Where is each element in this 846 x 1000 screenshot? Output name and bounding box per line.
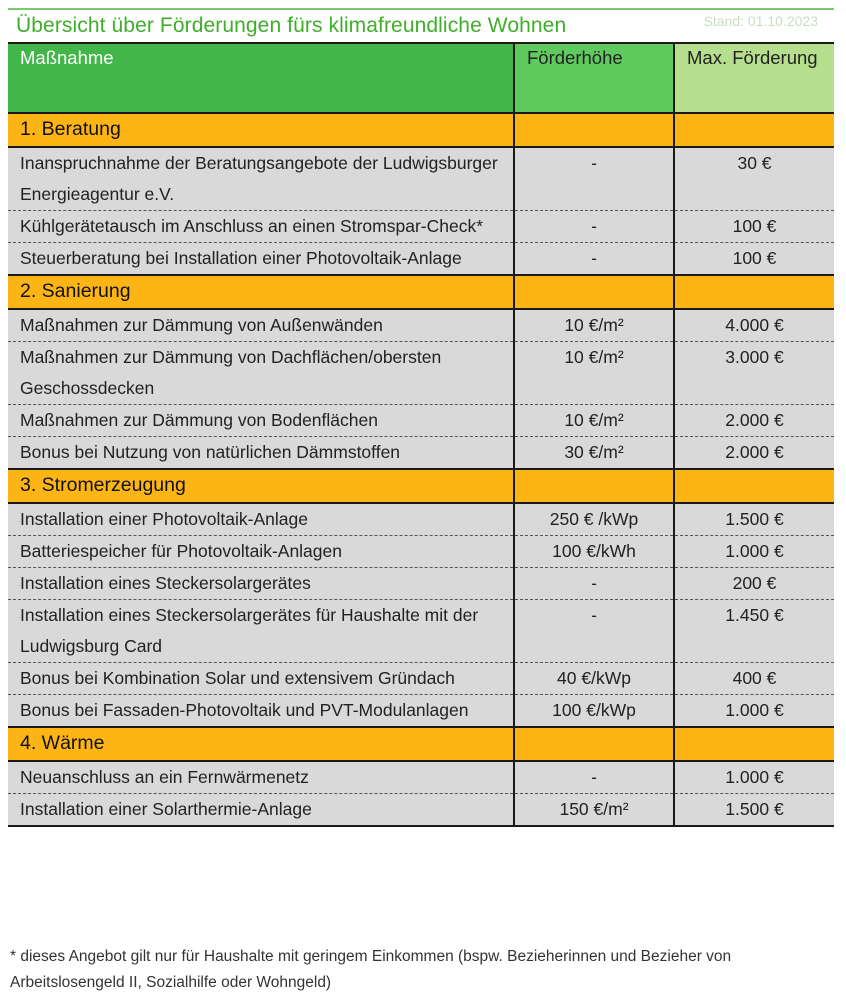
- cell-max-foerderung: 1.500 €: [674, 794, 834, 827]
- table-row: [8, 503, 834, 536]
- table-row: [8, 695, 834, 728]
- section-row: [8, 275, 834, 309]
- cell-foerderhoehe: -: [514, 211, 674, 243]
- cell-massnahme: Installation einer Solarthermie-Anlage: [8, 794, 514, 827]
- cell-massnahme: Kühlgerätetausch im Anschluss an einen Stromspar-Check*: [8, 211, 514, 243]
- table-row: [8, 147, 834, 211]
- cell-max-foerderung: 4.000 €: [674, 309, 834, 342]
- cell-massnahme: Bonus bei Kombination Solar und extensivem Gründach: [8, 663, 514, 695]
- cell-foerderhoehe: 10 €/m²: [514, 309, 674, 342]
- cell-foerderhoehe: 30 €/m²: [514, 437, 674, 470]
- cell-foerderhoehe: -: [514, 600, 674, 663]
- section-spacer: [514, 469, 674, 503]
- cell-max-foerderung: 100 €: [674, 243, 834, 276]
- cell-massnahme: Installation einer Photovoltaik-Anlage: [8, 503, 514, 536]
- cell-foerderhoehe: 40 €/kWp: [514, 663, 674, 695]
- cell-max-foerderung: 3.000 €: [674, 342, 834, 405]
- table-row: [8, 761, 834, 794]
- cell-foerderhoehe: 250 € /kWp: [514, 503, 674, 536]
- stand-date: Stand: 01.10.2023: [703, 13, 818, 29]
- cell-foerderhoehe: 150 €/m²: [514, 794, 674, 827]
- cell-massnahme: Bonus bei Fassaden-Photovoltaik und PVT-Modulanlagen: [8, 695, 514, 728]
- cell-massnahme: Inanspruchnahme der Beratungsangebote der Ludwigsburger Energieagentur e.V.: [8, 147, 514, 211]
- cell-massnahme: Maßnahmen zur Dämmung von Außenwänden: [8, 309, 514, 342]
- top-divider: [8, 8, 834, 10]
- table-row: [8, 568, 834, 600]
- cell-max-foerderung: 1.000 €: [674, 695, 834, 728]
- section-row: [8, 113, 834, 147]
- table-row: [8, 342, 834, 405]
- section-spacer: [514, 727, 674, 761]
- table-row: [8, 536, 834, 568]
- header-massnahme: Maßnahme: [8, 43, 514, 113]
- cell-max-foerderung: 400 €: [674, 663, 834, 695]
- table-row: [8, 243, 834, 276]
- cell-foerderhoehe: -: [514, 147, 674, 211]
- cell-massnahme: Neuanschluss an ein Fernwärmenetz: [8, 761, 514, 794]
- cell-foerderhoehe: 10 €/m²: [514, 342, 674, 405]
- funding-table: [8, 42, 834, 827]
- table-row: [8, 405, 834, 437]
- table-row: [8, 211, 834, 243]
- cell-foerderhoehe: 10 €/m²: [514, 405, 674, 437]
- section-title: 1. Beratung: [8, 113, 514, 147]
- footnote: * dieses Angebot gilt nur für Haushalte mit geringem Einkommen (bspw. Bezieherinnen und Bezieher von Arbeitslosengeld II, Sozialhilfe oder Wohngeld): [10, 948, 732, 991]
- cell-max-foerderung: 100 €: [674, 211, 834, 243]
- section-spacer: [674, 113, 834, 147]
- section-title: 3. Stromerzeugung: [8, 469, 514, 503]
- page-title: Übersicht über Förderungen fürs klimafreundliche Wohnen: [16, 14, 567, 37]
- cell-max-foerderung: 2.000 €: [674, 405, 834, 437]
- table-row: [8, 309, 834, 342]
- table-row: [8, 663, 834, 695]
- header-max-foerderung: Max. Förderung: [674, 43, 834, 113]
- cell-max-foerderung: 1.500 €: [674, 503, 834, 536]
- section-row: [8, 727, 834, 761]
- cell-max-foerderung: 1.000 €: [674, 761, 834, 794]
- cell-massnahme: Maßnahmen zur Dämmung von Bodenflächen: [8, 405, 514, 437]
- cell-massnahme: Installation eines Steckersolargerätes für Haushalte mit der Ludwigsburg Card: [8, 600, 514, 663]
- section-spacer: [674, 469, 834, 503]
- section-spacer: [674, 275, 834, 309]
- header-foerderhoehe: Förderhöhe: [514, 43, 674, 113]
- cell-max-foerderung: 1.450 €: [674, 600, 834, 663]
- cell-max-foerderung: 1.000 €: [674, 536, 834, 568]
- section-spacer: [674, 727, 834, 761]
- cell-massnahme: Installation eines Steckersolargerätes: [8, 568, 514, 600]
- cell-foerderhoehe: 100 €/kWp: [514, 695, 674, 728]
- section-title: 2. Sanierung: [8, 275, 514, 309]
- cell-max-foerderung: 2.000 €: [674, 437, 834, 470]
- section-spacer: [514, 275, 674, 309]
- cell-massnahme: Steuerberatung bei Installation einer Photovoltaik-Anlage: [8, 243, 514, 276]
- cell-foerderhoehe: 100 €/kWh: [514, 536, 674, 568]
- cell-massnahme: Batteriespeicher für Photovoltaik-Anlagen: [8, 536, 514, 568]
- cell-foerderhoehe: -: [514, 568, 674, 600]
- section-spacer: [514, 113, 674, 147]
- table-row: [8, 600, 834, 663]
- funding-table-body: [8, 43, 834, 826]
- cell-massnahme: Maßnahmen zur Dämmung von Dachflächen/obersten Geschossdecken: [8, 342, 514, 405]
- cell-max-foerderung: 200 €: [674, 568, 834, 600]
- cell-foerderhoehe: -: [514, 243, 674, 276]
- cell-max-foerderung: 30 €: [674, 147, 834, 211]
- cell-foerderhoehe: -: [514, 761, 674, 794]
- table-row: [8, 437, 834, 470]
- section-title: 4. Wärme: [8, 727, 514, 761]
- cell-massnahme: Bonus bei Nutzung von natürlichen Dämmstoffen: [8, 437, 514, 470]
- table-row: [8, 794, 834, 827]
- section-row: [8, 469, 834, 503]
- table-header-row: [8, 43, 834, 113]
